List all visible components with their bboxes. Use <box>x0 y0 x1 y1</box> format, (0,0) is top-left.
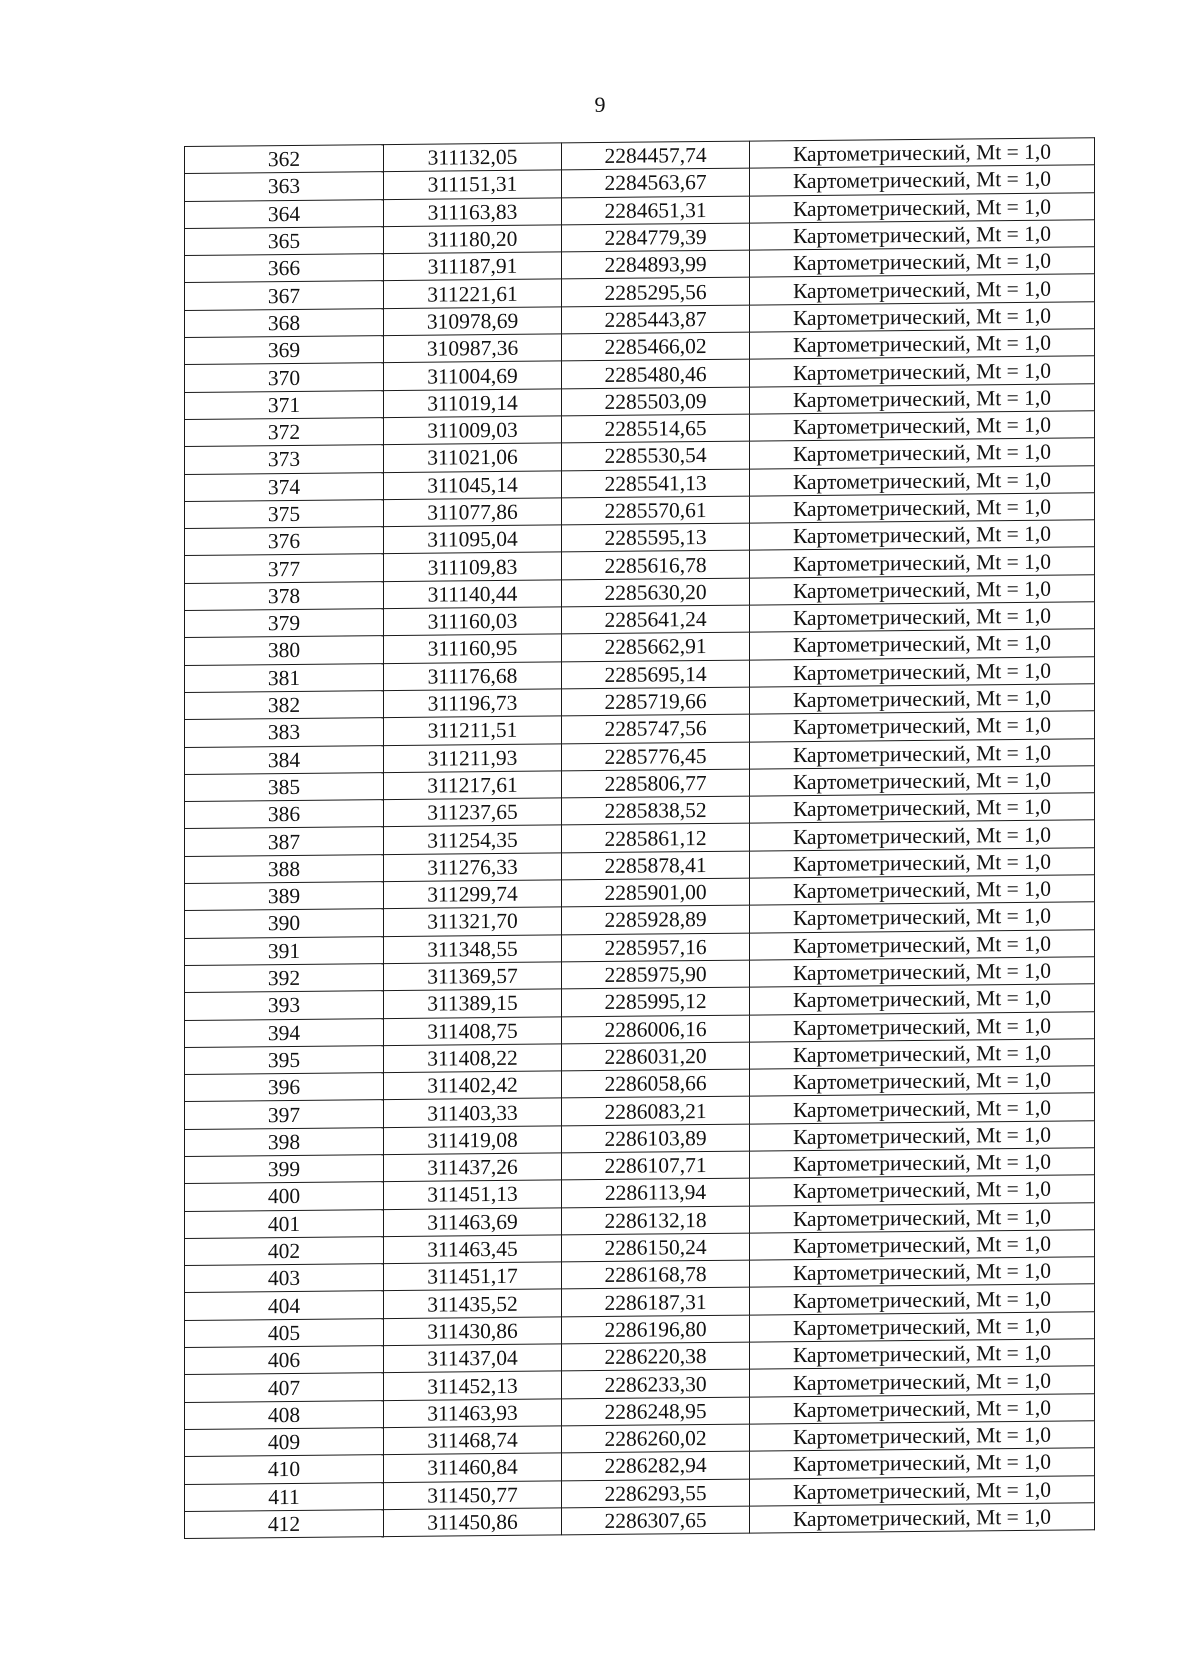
point-number-cell: 369 <box>185 336 384 365</box>
method-cell: Картометрический, Mt = 1,0 <box>750 465 1095 496</box>
y-coordinate-cell: 2286006,16 <box>562 1015 750 1044</box>
y-coordinate-cell: 2285806,77 <box>562 769 750 798</box>
x-coordinate-cell: 311196,73 <box>384 689 562 718</box>
point-number-cell: 366 <box>185 254 384 283</box>
x-coordinate-cell: 311452,13 <box>384 1371 562 1400</box>
y-coordinate-cell: 2286150,24 <box>562 1233 750 1262</box>
y-coordinate-cell: 2285838,52 <box>562 796 750 825</box>
point-number-cell: 408 <box>185 1400 384 1429</box>
method-cell: Картометрический, Mt = 1,0 <box>750 1475 1095 1506</box>
x-coordinate-cell: 311151,31 <box>384 170 562 199</box>
x-coordinate-cell: 310987,36 <box>384 334 562 363</box>
x-coordinate-cell: 311254,35 <box>384 825 562 854</box>
method-cell: Картометрический, Mt = 1,0 <box>750 902 1095 933</box>
method-cell: Картометрический, Mt = 1,0 <box>750 629 1095 660</box>
y-coordinate-cell: 2286220,38 <box>562 1342 750 1371</box>
method-cell: Картометрический, Mt = 1,0 <box>750 656 1095 687</box>
y-coordinate-cell: 2286168,78 <box>562 1260 750 1289</box>
point-number-cell: 363 <box>185 172 384 201</box>
point-number-cell: 407 <box>185 1373 384 1402</box>
y-coordinate-cell: 2285466,02 <box>562 332 750 361</box>
point-number-cell: 393 <box>185 991 384 1020</box>
x-coordinate-cell: 311435,52 <box>384 1289 562 1318</box>
x-coordinate-cell: 311402,42 <box>384 1071 562 1100</box>
x-coordinate-cell: 311299,74 <box>384 880 562 909</box>
y-coordinate-cell: 2285975,90 <box>562 960 750 989</box>
point-number-cell: 382 <box>185 691 384 720</box>
point-number-cell: 386 <box>185 800 384 829</box>
method-cell: Картометрический, Mt = 1,0 <box>750 1448 1095 1479</box>
y-coordinate-cell: 2285878,41 <box>562 851 750 880</box>
y-coordinate-cell: 2286282,94 <box>562 1451 750 1480</box>
page-number: 9 <box>594 92 606 117</box>
point-number-cell: 397 <box>185 1100 384 1129</box>
point-number-cell: 374 <box>185 472 384 501</box>
y-coordinate-cell: 2285503,09 <box>562 387 750 416</box>
point-number-cell: 385 <box>185 772 384 801</box>
method-cell: Картометрический, Mt = 1,0 <box>750 329 1095 360</box>
method-cell: Картометрический, Mt = 1,0 <box>750 274 1095 305</box>
x-coordinate-cell: 311408,75 <box>384 1016 562 1045</box>
point-number-cell: 387 <box>185 827 384 856</box>
x-coordinate-cell: 311430,86 <box>384 1317 562 1346</box>
point-number-cell: 378 <box>185 581 384 610</box>
method-cell: Картометрический, Mt = 1,0 <box>750 1339 1095 1370</box>
y-coordinate-cell: 2285541,13 <box>562 469 750 498</box>
method-cell: Картометрический, Mt = 1,0 <box>750 766 1095 797</box>
point-number-cell: 372 <box>185 418 384 447</box>
x-coordinate-cell: 311211,51 <box>384 716 562 745</box>
point-number-cell: 370 <box>185 363 384 392</box>
method-cell: Картометрический, Mt = 1,0 <box>750 1393 1095 1424</box>
y-coordinate-cell: 2285861,12 <box>562 823 750 852</box>
point-number-cell: 371 <box>185 390 384 419</box>
method-cell: Картометрический, Mt = 1,0 <box>750 438 1095 469</box>
x-coordinate-cell: 311237,65 <box>384 798 562 827</box>
point-number-cell: 392 <box>185 963 384 992</box>
coordinates-table-wrapper <box>184 137 1090 1539</box>
method-cell: Картометрический, Mt = 1,0 <box>750 1503 1095 1534</box>
point-number-cell: 381 <box>185 663 384 692</box>
method-cell: Картометрический, Mt = 1,0 <box>750 1039 1095 1070</box>
x-coordinate-cell: 311009,03 <box>384 416 562 445</box>
method-cell: Картометрический, Mt = 1,0 <box>750 738 1095 769</box>
y-coordinate-cell: 2285695,14 <box>562 660 750 689</box>
x-coordinate-cell: 311187,91 <box>384 252 562 281</box>
point-number-cell: 373 <box>185 445 384 474</box>
y-coordinate-cell: 2285530,54 <box>562 441 750 470</box>
x-coordinate-cell: 311468,74 <box>384 1426 562 1455</box>
method-cell: Картометрический, Mt = 1,0 <box>750 1230 1095 1261</box>
y-coordinate-cell: 2286107,71 <box>562 1151 750 1180</box>
x-coordinate-cell: 310978,69 <box>384 307 562 336</box>
x-coordinate-cell: 311451,13 <box>384 1180 562 1209</box>
method-cell: Картометрический, Mt = 1,0 <box>750 1284 1095 1315</box>
method-cell: Картометрический, Mt = 1,0 <box>750 192 1095 223</box>
point-number-cell: 388 <box>185 854 384 883</box>
x-coordinate-cell: 311463,93 <box>384 1399 562 1428</box>
method-cell: Картометрический, Mt = 1,0 <box>750 302 1095 333</box>
method-cell: Картометрический, Mt = 1,0 <box>750 711 1095 742</box>
method-cell: Картометрический, Mt = 1,0 <box>750 220 1095 251</box>
x-coordinate-cell: 311176,68 <box>384 662 562 691</box>
point-number-cell: 394 <box>185 1018 384 1047</box>
x-coordinate-cell: 311369,57 <box>384 962 562 991</box>
method-cell: Картометрический, Mt = 1,0 <box>750 847 1095 878</box>
method-cell: Картометрический, Mt = 1,0 <box>750 1312 1095 1343</box>
y-coordinate-cell: 2286083,21 <box>562 1096 750 1125</box>
y-coordinate-cell: 2286233,30 <box>562 1369 750 1398</box>
point-number-cell: 412 <box>185 1509 384 1538</box>
y-coordinate-cell: 2286196,80 <box>562 1315 750 1344</box>
method-cell: Картометрический, Mt = 1,0 <box>750 1148 1095 1179</box>
point-number-cell: 368 <box>185 308 384 337</box>
method-cell: Картометрический, Mt = 1,0 <box>750 1175 1095 1206</box>
point-number-cell: 403 <box>185 1264 384 1293</box>
y-coordinate-cell: 2286293,55 <box>562 1479 750 1508</box>
x-coordinate-cell: 311463,45 <box>384 1235 562 1264</box>
point-number-cell: 404 <box>185 1291 384 1320</box>
x-coordinate-cell: 311408,22 <box>384 1044 562 1073</box>
y-coordinate-cell: 2285901,00 <box>562 878 750 907</box>
y-coordinate-cell: 2284651,31 <box>562 196 750 225</box>
x-coordinate-cell: 311437,26 <box>384 1153 562 1182</box>
point-number-cell: 406 <box>185 1346 384 1375</box>
x-coordinate-cell: 311095,04 <box>384 525 562 554</box>
point-number-cell: 377 <box>185 554 384 583</box>
method-cell: Картометрический, Mt = 1,0 <box>750 520 1095 551</box>
x-coordinate-cell: 311132,05 <box>384 143 562 172</box>
y-coordinate-cell: 2285443,87 <box>562 305 750 334</box>
point-number-cell: 362 <box>185 145 384 174</box>
x-coordinate-cell: 311019,14 <box>384 389 562 418</box>
method-cell: Картометрический, Mt = 1,0 <box>750 383 1095 414</box>
method-cell: Картометрический, Mt = 1,0 <box>750 875 1095 906</box>
point-number-cell: 410 <box>185 1455 384 1484</box>
point-number-cell: 398 <box>185 1127 384 1156</box>
x-coordinate-cell: 311163,83 <box>384 197 562 226</box>
point-number-cell: 396 <box>185 1073 384 1102</box>
y-coordinate-cell: 2285662,91 <box>562 632 750 661</box>
y-coordinate-cell: 2286113,94 <box>562 1178 750 1207</box>
point-number-cell: 390 <box>185 909 384 938</box>
x-coordinate-cell: 311463,69 <box>384 1207 562 1236</box>
x-coordinate-cell: 311451,17 <box>384 1262 562 1291</box>
x-coordinate-cell: 311403,33 <box>384 1098 562 1127</box>
y-coordinate-cell: 2285776,45 <box>562 742 750 771</box>
x-coordinate-cell: 311045,14 <box>384 470 562 499</box>
y-coordinate-cell: 2286248,95 <box>562 1397 750 1426</box>
method-cell: Картометрический, Mt = 1,0 <box>750 984 1095 1015</box>
point-number-cell: 379 <box>185 609 384 638</box>
x-coordinate-cell: 311276,33 <box>384 853 562 882</box>
point-number-cell: 376 <box>185 527 384 556</box>
x-coordinate-cell: 311321,70 <box>384 907 562 936</box>
point-number-cell: 380 <box>185 636 384 665</box>
method-cell: Картометрический, Mt = 1,0 <box>750 138 1095 169</box>
point-number-cell: 411 <box>185 1482 384 1511</box>
coordinates-table <box>184 137 1095 1539</box>
point-number-cell: 389 <box>185 882 384 911</box>
x-coordinate-cell: 311004,69 <box>384 361 562 390</box>
point-number-cell: 383 <box>185 718 384 747</box>
y-coordinate-cell: 2285514,65 <box>562 414 750 443</box>
point-number-cell: 401 <box>185 1209 384 1238</box>
x-coordinate-cell: 311211,93 <box>384 743 562 772</box>
x-coordinate-cell: 311021,06 <box>384 443 562 472</box>
method-cell: Картометрический, Mt = 1,0 <box>750 602 1095 633</box>
point-number-cell: 391 <box>185 936 384 965</box>
point-number-cell: 399 <box>185 1155 384 1184</box>
x-coordinate-cell: 311437,04 <box>384 1344 562 1373</box>
point-number-cell: 395 <box>185 1045 384 1074</box>
x-coordinate-cell: 311180,20 <box>384 225 562 254</box>
point-number-cell: 402 <box>185 1236 384 1265</box>
point-number-cell: 367 <box>185 281 384 310</box>
y-coordinate-cell: 2286058,66 <box>562 1069 750 1098</box>
method-cell: Картометрический, Mt = 1,0 <box>750 1366 1095 1397</box>
x-coordinate-cell: 311217,61 <box>384 771 562 800</box>
point-number-cell: 384 <box>185 745 384 774</box>
method-cell: Картометрический, Mt = 1,0 <box>750 547 1095 578</box>
method-cell: Картометрический, Mt = 1,0 <box>750 820 1095 851</box>
point-number-cell: 364 <box>185 199 384 228</box>
method-cell: Картометрический, Mt = 1,0 <box>750 793 1095 824</box>
y-coordinate-cell: 2286132,18 <box>562 1206 750 1235</box>
y-coordinate-cell: 2286187,31 <box>562 1288 750 1317</box>
x-coordinate-cell: 311460,84 <box>384 1453 562 1482</box>
y-coordinate-cell: 2284457,74 <box>562 141 750 170</box>
method-cell: Картометрический, Mt = 1,0 <box>750 684 1095 715</box>
y-coordinate-cell: 2286307,65 <box>562 1506 750 1535</box>
method-cell: Картометрический, Mt = 1,0 <box>750 575 1095 606</box>
y-coordinate-cell: 2285928,89 <box>562 905 750 934</box>
x-coordinate-cell: 311140,44 <box>384 580 562 609</box>
point-number-cell: 365 <box>185 226 384 255</box>
point-number-cell: 400 <box>185 1182 384 1211</box>
y-coordinate-cell: 2284563,67 <box>562 168 750 197</box>
y-coordinate-cell: 2284893,99 <box>562 250 750 279</box>
y-coordinate-cell: 2284779,39 <box>562 223 750 252</box>
point-number-cell: 409 <box>185 1428 384 1457</box>
y-coordinate-cell: 2285995,12 <box>562 987 750 1016</box>
method-cell: Картометрический, Mt = 1,0 <box>750 411 1095 442</box>
x-coordinate-cell: 311450,86 <box>384 1508 562 1537</box>
method-cell: Картометрический, Mt = 1,0 <box>750 1202 1095 1233</box>
y-coordinate-cell: 2285630,20 <box>562 578 750 607</box>
y-coordinate-cell: 2286103,89 <box>562 1124 750 1153</box>
method-cell: Картометрический, Mt = 1,0 <box>750 493 1095 524</box>
x-coordinate-cell: 311160,03 <box>384 607 562 636</box>
method-cell: Картометрический, Mt = 1,0 <box>750 1066 1095 1097</box>
y-coordinate-cell: 2286260,02 <box>562 1424 750 1453</box>
x-coordinate-cell: 311077,86 <box>384 498 562 527</box>
y-coordinate-cell: 2285719,66 <box>562 687 750 716</box>
x-coordinate-cell: 311450,77 <box>384 1480 562 1509</box>
point-number-cell: 405 <box>185 1318 384 1347</box>
method-cell: Картометрический, Mt = 1,0 <box>750 1093 1095 1124</box>
x-coordinate-cell: 311160,95 <box>384 634 562 663</box>
method-cell: Картометрический, Mt = 1,0 <box>750 1257 1095 1288</box>
x-coordinate-cell: 311389,15 <box>384 989 562 1018</box>
coordinates-table-body <box>185 138 1095 1539</box>
x-coordinate-cell: 311221,61 <box>384 279 562 308</box>
method-cell: Картометрический, Mt = 1,0 <box>750 1421 1095 1452</box>
x-coordinate-cell: 311109,83 <box>384 552 562 581</box>
point-number-cell: 375 <box>185 499 384 528</box>
x-coordinate-cell: 311348,55 <box>384 934 562 963</box>
y-coordinate-cell: 2285595,13 <box>562 523 750 552</box>
method-cell: Картометрический, Mt = 1,0 <box>750 957 1095 988</box>
y-coordinate-cell: 2285641,24 <box>562 605 750 634</box>
y-coordinate-cell: 2285747,56 <box>562 714 750 743</box>
x-coordinate-cell: 311419,08 <box>384 1126 562 1155</box>
y-coordinate-cell: 2285616,78 <box>562 551 750 580</box>
method-cell: Картометрический, Mt = 1,0 <box>750 1120 1095 1151</box>
method-cell: Картометрический, Mt = 1,0 <box>750 356 1095 387</box>
method-cell: Картометрический, Mt = 1,0 <box>750 247 1095 278</box>
y-coordinate-cell: 2285570,61 <box>562 496 750 525</box>
y-coordinate-cell: 2286031,20 <box>562 1042 750 1071</box>
method-cell: Картометрический, Mt = 1,0 <box>750 165 1095 196</box>
y-coordinate-cell: 2285957,16 <box>562 933 750 962</box>
method-cell: Картометрический, Mt = 1,0 <box>750 929 1095 960</box>
y-coordinate-cell: 2285480,46 <box>562 359 750 388</box>
method-cell: Картометрический, Mt = 1,0 <box>750 1011 1095 1042</box>
y-coordinate-cell: 2285295,56 <box>562 278 750 307</box>
